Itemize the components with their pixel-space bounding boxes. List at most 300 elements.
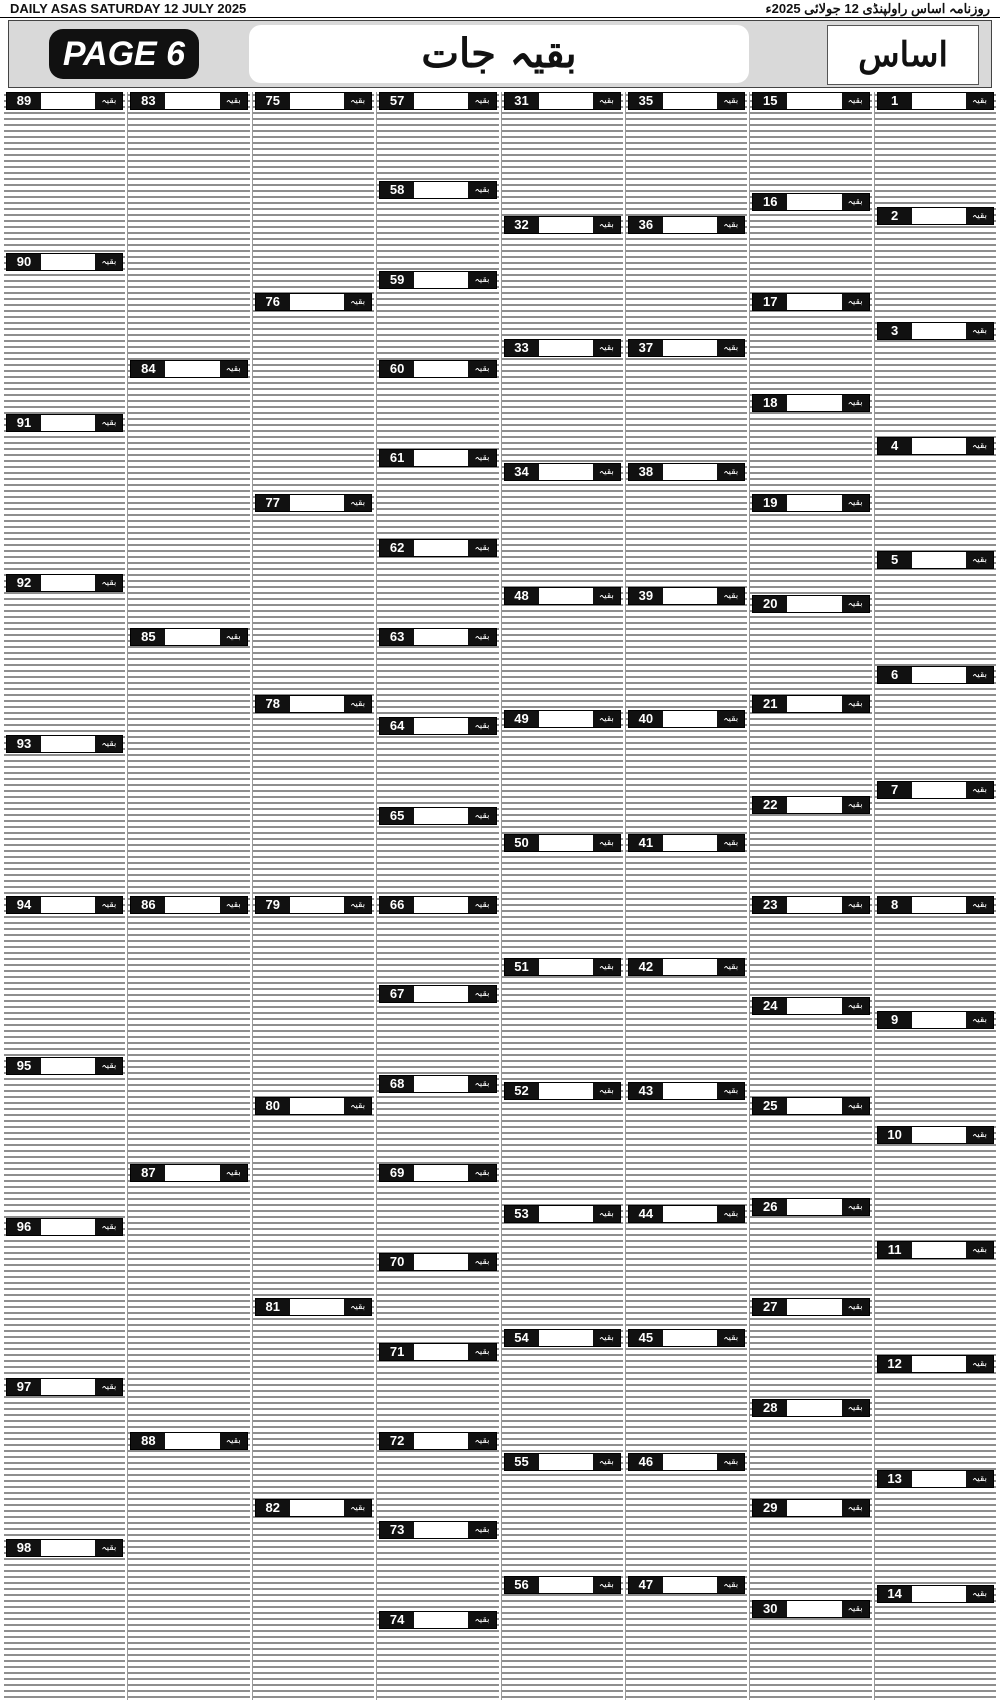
continuation-tag: بقیہ: [468, 629, 495, 645]
continuation-number: 38: [629, 464, 663, 480]
continuation-header: [130, 92, 247, 110]
continuation-number: 91: [7, 415, 41, 431]
continuation-header: [379, 360, 496, 378]
continuation-tag: بقیہ: [593, 835, 620, 851]
continuation-number: 84: [131, 361, 165, 377]
continuation-number: 45: [629, 1330, 663, 1346]
continuation-number: 46: [629, 1454, 663, 1470]
continuation-tag: بقیہ: [966, 782, 993, 798]
continuation-header: [628, 339, 745, 357]
continuation-tag: بقیہ: [717, 464, 744, 480]
continuation-header: [628, 710, 745, 728]
continuation-tag: بقیہ: [220, 897, 247, 913]
continuation-number: 40: [629, 711, 663, 727]
continuation-header: [6, 1539, 123, 1557]
continuation-number: 64: [380, 718, 414, 734]
continuation-tag: بقیہ: [966, 897, 993, 913]
continuation-header: [628, 92, 745, 110]
continuation-tag: بقیہ: [842, 1400, 869, 1416]
continuation-tag: بقیہ: [966, 93, 993, 109]
continuation-tag: بقیہ: [468, 540, 495, 556]
continuation-tag: بقیہ: [344, 294, 371, 310]
continuation-number: 51: [505, 959, 539, 975]
continuation-header: [255, 695, 372, 713]
continuation-number: 66: [380, 897, 414, 913]
continuation-tag: بقیہ: [842, 797, 869, 813]
continuation-number: 79: [256, 897, 290, 913]
continuation-number: 76: [256, 294, 290, 310]
continuation-header: [504, 463, 621, 481]
continuation-header: [130, 360, 247, 378]
continuation-header: [628, 1082, 745, 1100]
continuation-header: [752, 92, 869, 110]
continuation-header: [752, 193, 869, 211]
continuation-tag: بقیہ: [468, 986, 495, 1002]
continuation-header: [6, 1218, 123, 1236]
continuation-header: [877, 92, 994, 110]
continuation-number: 5: [878, 552, 912, 568]
continuation-tag: بقیہ: [966, 1356, 993, 1372]
continuation-header: [379, 1432, 496, 1450]
continuation-header: [504, 958, 621, 976]
continuation-number: 97: [7, 1379, 41, 1395]
continuation-tag: بقیہ: [842, 897, 869, 913]
continuation-header: [628, 1576, 745, 1594]
continuation-header: [130, 628, 247, 646]
continuation-tag: بقیہ: [468, 93, 495, 109]
continuation-header: [877, 207, 994, 225]
column: [4, 92, 125, 1700]
continuation-number: 28: [753, 1400, 787, 1416]
continuation-number: 89: [7, 93, 41, 109]
continuation-tag: بقیہ: [842, 93, 869, 109]
continuation-number: 10: [878, 1127, 912, 1143]
continuation-number: 57: [380, 93, 414, 109]
continuation-number: 94: [7, 897, 41, 913]
continuation-header: [6, 1057, 123, 1075]
continuation-tag: بقیہ: [468, 1165, 495, 1181]
urdu-dateline: روزنامہ اساس راولپنڈی 12 جولائی 2025ء: [765, 0, 990, 16]
continuation-header: [504, 710, 621, 728]
continuation-header: [379, 1164, 496, 1182]
continuation-tag: بقیہ: [842, 596, 869, 612]
continuation-number: 17: [753, 294, 787, 310]
continuation-number: 75: [256, 93, 290, 109]
continuation-number: 3: [878, 323, 912, 339]
continuation-number: 82: [256, 1500, 290, 1516]
continuation-tag: بقیہ: [966, 1012, 993, 1028]
continuation-number: 80: [256, 1098, 290, 1114]
continuation-tag: بقیہ: [468, 1254, 495, 1270]
continuation-tag: بقیہ: [468, 182, 495, 198]
continuation-header: [6, 896, 123, 914]
continuation-tag: بقیہ: [220, 1165, 247, 1181]
continuation-number: 96: [7, 1219, 41, 1235]
continuation-number: 73: [380, 1522, 414, 1538]
continuation-number: 4: [878, 438, 912, 454]
continuation-tag: بقیہ: [593, 464, 620, 480]
continuation-number: 98: [7, 1540, 41, 1556]
continuation-header: [255, 293, 372, 311]
continuation-tag: بقیہ: [966, 552, 993, 568]
continuation-number: 86: [131, 897, 165, 913]
continuation-tag: بقیہ: [468, 718, 495, 734]
continuation-header: [379, 985, 496, 1003]
continuation-tag: بقیہ: [966, 1127, 993, 1143]
continuation-tag: بقیہ: [593, 1454, 620, 1470]
continuation-number: 90: [7, 254, 41, 270]
continuation-number: 44: [629, 1206, 663, 1222]
continuation-tag: بقیہ: [593, 1577, 620, 1593]
continuation-header: [504, 216, 621, 234]
continuation-number: 36: [629, 217, 663, 233]
continuation-number: 9: [878, 1012, 912, 1028]
continuation-number: 16: [753, 194, 787, 210]
continuation-number: 35: [629, 93, 663, 109]
masthead: [8, 20, 992, 88]
continuation-header: [877, 1355, 994, 1373]
continuation-number: 72: [380, 1433, 414, 1449]
continuation-header: [6, 92, 123, 110]
continuation-tag: بقیہ: [842, 1500, 869, 1516]
continuation-header: [628, 1453, 745, 1471]
continuation-number: 1: [878, 93, 912, 109]
continuation-header: [752, 1499, 869, 1517]
column: [501, 92, 623, 1700]
continuation-number: 32: [505, 217, 539, 233]
continuation-tag: بقیہ: [593, 1330, 620, 1346]
continuation-number: 34: [505, 464, 539, 480]
continuation-header: [877, 896, 994, 914]
continuation-header: [877, 1585, 994, 1603]
continuation-header: [877, 551, 994, 569]
continuation-number: 69: [380, 1165, 414, 1181]
continuation-header: [628, 958, 745, 976]
continuation-tag: بقیہ: [717, 93, 744, 109]
continuation-number: 85: [131, 629, 165, 645]
continuation-tag: بقیہ: [966, 1242, 993, 1258]
continuation-header: [504, 1082, 621, 1100]
column: [252, 92, 374, 1700]
continuation-number: 19: [753, 495, 787, 511]
continuation-number: 58: [380, 182, 414, 198]
continuation-tag: بقیہ: [717, 588, 744, 604]
continuation-tag: بقیہ: [468, 897, 495, 913]
continuation-header: [6, 735, 123, 753]
continuation-header: [255, 896, 372, 914]
continuation-header: [6, 414, 123, 432]
continuation-tag: بقیہ: [842, 998, 869, 1014]
continuation-header: [6, 574, 123, 592]
continuation-number: 20: [753, 596, 787, 612]
continuation-tag: بقیہ: [966, 208, 993, 224]
continuation-header: [130, 896, 247, 914]
continuation-header: [379, 628, 496, 646]
continuation-number: 68: [380, 1076, 414, 1092]
continuation-header: [379, 1343, 496, 1361]
continuation-tag: بقیہ: [593, 588, 620, 604]
continuation-header: [628, 834, 745, 852]
continuation-tag: بقیہ: [593, 217, 620, 233]
continuation-header: [379, 1611, 496, 1629]
continuation-number: 37: [629, 340, 663, 356]
continuation-header: [6, 253, 123, 271]
continuation-tag: بقیہ: [593, 340, 620, 356]
continuation-tag: بقیہ: [842, 1299, 869, 1315]
column: [749, 92, 871, 1700]
continuation-header: [752, 394, 869, 412]
continuation-tag: بقیہ: [220, 1433, 247, 1449]
column: [127, 92, 249, 1700]
continuation-tag: بقیہ: [220, 629, 247, 645]
page-number-badge: PAGE 6: [49, 29, 199, 79]
continuation-tag: بقیہ: [593, 711, 620, 727]
continuation-tag: بقیہ: [842, 395, 869, 411]
continuation-tag: بقیہ: [966, 1586, 993, 1602]
continuation-number: 56: [505, 1577, 539, 1593]
continuation-header: [504, 1329, 621, 1347]
continuation-header: [752, 1298, 869, 1316]
continuation-header: [255, 92, 372, 110]
continuation-tag: بقیہ: [95, 1058, 122, 1074]
continuation-number: 77: [256, 495, 290, 511]
column: [625, 92, 747, 1700]
continuation-number: 50: [505, 835, 539, 851]
continuation-header: [379, 1253, 496, 1271]
top-bar: [0, 0, 1000, 18]
continuation-header: [504, 339, 621, 357]
continuation-tag: بقیہ: [95, 1540, 122, 1556]
continuation-number: 43: [629, 1083, 663, 1099]
continuation-number: 13: [878, 1471, 912, 1487]
continuation-tag: بقیہ: [717, 959, 744, 975]
continuation-tag: بقیہ: [717, 1454, 744, 1470]
section-title: بقیہ جات: [249, 25, 749, 83]
logo-text: اساس: [858, 35, 948, 75]
continuation-header: [752, 293, 869, 311]
continuation-number: 65: [380, 808, 414, 824]
continuation-header: [130, 1164, 247, 1182]
continuation-header: [752, 595, 869, 613]
continuation-tag: بقیہ: [344, 696, 371, 712]
continuation-header: [504, 1205, 621, 1223]
continuation-tag: بقیہ: [966, 438, 993, 454]
continuation-number: 81: [256, 1299, 290, 1315]
continuation-number: 48: [505, 588, 539, 604]
continuation-tag: بقیہ: [717, 1577, 744, 1593]
continuation-tag: بقیہ: [468, 1344, 495, 1360]
continuation-header: [255, 1499, 372, 1517]
continuation-number: 15: [753, 93, 787, 109]
continuation-header: [504, 92, 621, 110]
continuation-number: 88: [131, 1433, 165, 1449]
continuation-tag: بقیہ: [344, 1098, 371, 1114]
continuation-number: 11: [878, 1242, 912, 1258]
continuation-number: 18: [753, 395, 787, 411]
continuation-header: [379, 181, 496, 199]
continuation-number: 14: [878, 1586, 912, 1602]
continuation-tag: بقیہ: [842, 194, 869, 210]
column: [874, 92, 996, 1700]
continuation-tag: بقیہ: [717, 1206, 744, 1222]
continuation-header: [752, 796, 869, 814]
continuation-tag: بقیہ: [468, 1076, 495, 1092]
continuation-tag: بقیہ: [95, 415, 122, 431]
continuation-header: [628, 1329, 745, 1347]
column: [376, 92, 498, 1700]
continuation-tag: بقیہ: [842, 294, 869, 310]
continuation-tag: بقیہ: [95, 93, 122, 109]
continuation-tag: بقیہ: [95, 254, 122, 270]
continuation-header: [628, 587, 745, 605]
continuation-tag: بقیہ: [717, 217, 744, 233]
continuation-header: [255, 1097, 372, 1115]
continuation-header: [628, 1205, 745, 1223]
continuation-number: 78: [256, 696, 290, 712]
continuation-tag: بقیہ: [593, 1083, 620, 1099]
continuation-header: [877, 1126, 994, 1144]
continuation-tag: بقیہ: [468, 450, 495, 466]
continuation-header: [752, 695, 869, 713]
continuation-number: 31: [505, 93, 539, 109]
continuation-number: 52: [505, 1083, 539, 1099]
continuation-number: 60: [380, 361, 414, 377]
continuation-number: 74: [380, 1612, 414, 1628]
continuation-tag: بقیہ: [593, 959, 620, 975]
continuation-header: [379, 92, 496, 110]
continuation-header: [379, 539, 496, 557]
continuation-number: 61: [380, 450, 414, 466]
continuation-tag: بقیہ: [344, 1500, 371, 1516]
continuation-header: [628, 216, 745, 234]
continuation-header: [752, 1198, 869, 1216]
continuation-number: 59: [380, 272, 414, 288]
continuation-number: 55: [505, 1454, 539, 1470]
continuation-tag: بقیہ: [95, 1219, 122, 1235]
continuation-tag: بقیہ: [842, 696, 869, 712]
continuation-tag: بقیہ: [95, 575, 122, 591]
continuation-header: [379, 896, 496, 914]
continuation-number: 21: [753, 696, 787, 712]
continuation-header: [752, 997, 869, 1015]
continuation-tag: بقیہ: [344, 93, 371, 109]
continuation-number: 30: [753, 1601, 787, 1617]
continuation-header: [379, 449, 496, 467]
continuation-tag: بقیہ: [593, 93, 620, 109]
continuation-header: [255, 494, 372, 512]
continuation-number: 41: [629, 835, 663, 851]
continuation-tag: بقیہ: [344, 495, 371, 511]
continuation-number: 39: [629, 588, 663, 604]
continuation-number: 42: [629, 959, 663, 975]
english-dateline: DAILY ASAS SATURDAY 12 JULY 2025: [10, 1, 247, 16]
continuation-tag: بقیہ: [842, 1098, 869, 1114]
continuation-number: 83: [131, 93, 165, 109]
continuation-number: 2: [878, 208, 912, 224]
continuation-header: [379, 807, 496, 825]
continuation-header: [379, 1521, 496, 1539]
continuation-header: [752, 1600, 869, 1618]
continuation-header: [877, 1011, 994, 1029]
continuation-number: 7: [878, 782, 912, 798]
continuation-header: [877, 1241, 994, 1259]
continuation-tag: بقیہ: [95, 1379, 122, 1395]
continuation-tag: بقیہ: [842, 495, 869, 511]
continuation-header: [504, 834, 621, 852]
continuation-tag: بقیہ: [717, 835, 744, 851]
continuation-number: 22: [753, 797, 787, 813]
continuation-number: 27: [753, 1299, 787, 1315]
continuation-number: 26: [753, 1199, 787, 1215]
continuation-header: [877, 666, 994, 684]
continuation-number: 47: [629, 1577, 663, 1593]
continuation-header: [877, 437, 994, 455]
continuation-header: [379, 271, 496, 289]
continuation-number: 33: [505, 340, 539, 356]
continuation-number: 93: [7, 736, 41, 752]
continuation-tag: بقیہ: [717, 1083, 744, 1099]
continuation-tag: بقیہ: [95, 897, 122, 913]
continuation-tag: بقیہ: [717, 1330, 744, 1346]
continuation-number: 29: [753, 1500, 787, 1516]
continuation-tag: بقیہ: [468, 361, 495, 377]
continuation-tag: بقیہ: [842, 1199, 869, 1215]
continuation-number: 63: [380, 629, 414, 645]
continuation-header: [752, 896, 869, 914]
continuation-tag: بقیہ: [95, 736, 122, 752]
continuation-number: 95: [7, 1058, 41, 1074]
continuation-tag: بقیہ: [468, 1433, 495, 1449]
continuation-header: [379, 717, 496, 735]
continuation-number: 53: [505, 1206, 539, 1222]
continuation-tag: بقیہ: [220, 93, 247, 109]
continuation-header: [130, 1432, 247, 1450]
newspaper-logo: [827, 25, 979, 85]
continuation-number: 12: [878, 1356, 912, 1372]
continuation-number: 71: [380, 1344, 414, 1360]
continuation-number: 70: [380, 1254, 414, 1270]
continuation-tag: بقیہ: [468, 1522, 495, 1538]
continuation-number: 8: [878, 897, 912, 913]
continuation-header: [752, 1399, 869, 1417]
continuation-number: 62: [380, 540, 414, 556]
continuation-tag: بقیہ: [966, 1471, 993, 1487]
continuation-header: [504, 587, 621, 605]
continuation-tag: بقیہ: [468, 1612, 495, 1628]
continuation-tag: بقیہ: [593, 1206, 620, 1222]
continuation-header: [504, 1453, 621, 1471]
continuation-number: 24: [753, 998, 787, 1014]
continuation-header: [379, 1075, 496, 1093]
continuation-tag: بقیہ: [717, 711, 744, 727]
continuation-number: 67: [380, 986, 414, 1002]
continuation-header: [877, 1470, 994, 1488]
continuation-header: [752, 494, 869, 512]
continuation-header: [752, 1097, 869, 1115]
continuation-header: [877, 322, 994, 340]
continuation-number: 49: [505, 711, 539, 727]
continuation-number: 54: [505, 1330, 539, 1346]
continuation-number: 23: [753, 897, 787, 913]
continuation-tag: بقیہ: [966, 323, 993, 339]
continuation-tag: بقیہ: [468, 808, 495, 824]
continuation-tag: بقیہ: [344, 897, 371, 913]
continuation-number: 87: [131, 1165, 165, 1181]
continuation-tag: بقیہ: [468, 272, 495, 288]
continuation-tag: بقیہ: [344, 1299, 371, 1315]
continuation-number: 92: [7, 575, 41, 591]
continuation-tag: بقیہ: [966, 667, 993, 683]
